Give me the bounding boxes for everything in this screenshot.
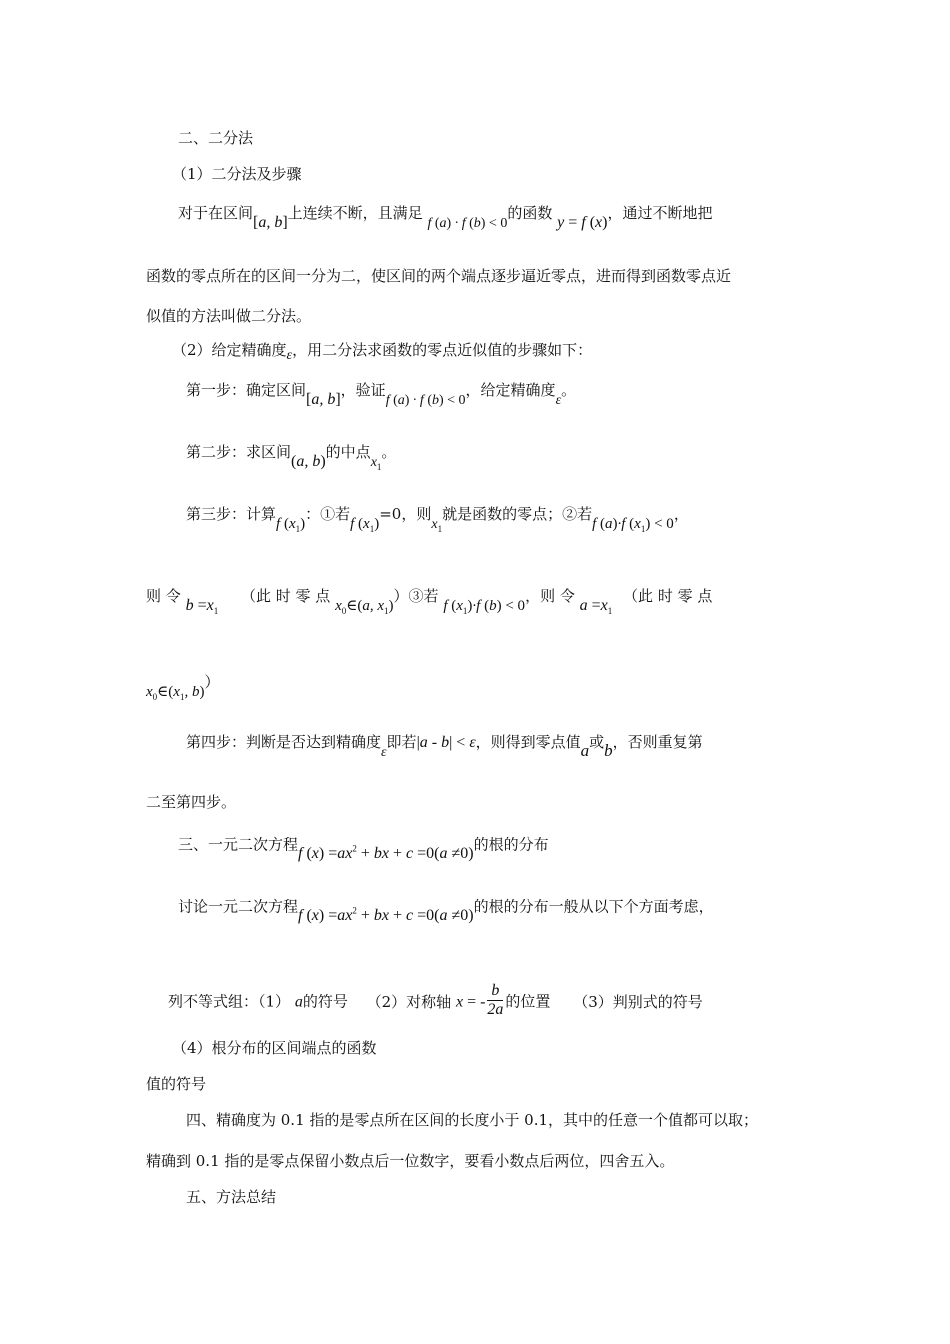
text: ，则 令 xyxy=(525,587,575,605)
formula-abs-a-minus-b-lt-epsilon: |a - b| < ε xyxy=(416,734,476,751)
text: 第一步：确定区间 xyxy=(186,381,307,399)
formula-x1: $x_1$ xyxy=(431,517,443,534)
formula-quadratic: f $(x) =ax^2$ + bx + c =0(a ≠0) xyxy=(298,844,474,863)
symbol-epsilon: ε xyxy=(381,745,387,760)
text: 的根的分布 xyxy=(473,835,549,854)
formula-y-equals-fx: y = f (x) xyxy=(557,214,608,231)
text: ）③若 xyxy=(393,587,439,605)
formula-a-eq-x1: $a =x_1$ xyxy=(579,597,613,617)
symbol-epsilon: ε xyxy=(286,348,293,363)
text: 对于在区间 xyxy=(178,204,254,222)
step-1 xyxy=(186,380,577,408)
text: （此 时 零 点 xyxy=(240,587,331,605)
symbol-a: a xyxy=(580,741,590,760)
section-title-bisection: 二、二分法 xyxy=(178,129,254,147)
paragraph-inequality-conditions xyxy=(168,984,703,1021)
paragraph-endpoint-values: （4）根分布的区间端点的函数 xyxy=(172,1039,377,1057)
formula-f-x1: f $(x_1)$ xyxy=(276,516,306,534)
text: 三、一元二次方程 xyxy=(178,835,299,854)
subheading-bisection-steps: （1）二分法及步骤 xyxy=(172,165,302,183)
text: 的函数 xyxy=(507,204,553,222)
text: 。 xyxy=(561,381,577,399)
paragraph-quadratic-discussion xyxy=(178,892,714,925)
text: ，通过不断地把 xyxy=(607,204,713,222)
text: 或 xyxy=(589,733,605,751)
text: ，用二分法求函数的零点近似值的步骤如下： xyxy=(292,341,593,359)
formula-fa-fb-negative: f (a) · f (b) < 0 xyxy=(427,216,508,231)
formula-interval-ab: [a, b] xyxy=(306,391,341,408)
symbol-b: b xyxy=(604,741,613,760)
section-4-line2: 精确到 0.1 指的是零点保留小数点后一位数字，要看小数点后两位，四舍五入。 xyxy=(146,1152,675,1170)
text: 的中点 xyxy=(325,443,371,461)
formula-f-x1: f $(x_1)$ xyxy=(350,516,380,534)
text: 的位置 xyxy=(505,992,551,1011)
text: 就是函数的零点；②若 xyxy=(442,505,593,523)
symbol-epsilon: ε xyxy=(555,393,562,408)
text: 即若 xyxy=(386,733,417,751)
formula-open-interval-ab: (a, b) xyxy=(291,453,326,470)
section-title-summary: 五、方法总结 xyxy=(186,1188,277,1206)
step-3-line3 xyxy=(146,672,220,702)
text: 的根的分布一般从以下个方面考虑， xyxy=(473,897,714,916)
text: 第三步：计算 xyxy=(186,505,277,523)
text: 则 令 xyxy=(146,587,181,605)
text: ，验证 xyxy=(340,381,386,399)
text: （2）对称轴 xyxy=(366,992,452,1011)
paragraph-definition-line3: 似值的方法叫做二分法。 xyxy=(146,307,312,325)
text: ，则得到零点值 xyxy=(475,733,581,751)
fraction-b-over-2a: $\frac{b}{2a}$ xyxy=(487,982,504,1018)
step-3-line2 xyxy=(146,586,713,617)
text: ， xyxy=(673,505,689,523)
paragraph-endpoint-values-cont: 值的符号 xyxy=(146,1075,207,1093)
text: 讨论一元二次方程 xyxy=(178,897,299,916)
text: （3）判别式的符号 xyxy=(573,992,703,1011)
paragraph-definition-line2: 函数的零点所在的区间一分为二，使区间的两个端点逐步逼近零点，进而得到函数零点近 xyxy=(146,267,732,285)
text: ，否则重复第 xyxy=(612,733,703,751)
step-4 xyxy=(186,732,703,760)
formula-x1: $x_1$ xyxy=(370,455,382,472)
text: ，给定精确度 xyxy=(465,381,556,399)
text: ） xyxy=(204,673,220,691)
formula-x0-in-a-x1: $x_0\in(a$, $x_1$) xyxy=(335,598,394,616)
subheading-precision-steps xyxy=(172,340,592,362)
text: 列不等式组：（1） xyxy=(168,992,291,1011)
text: ：①若 xyxy=(305,505,351,523)
step-4-continued: 二至第四步。 xyxy=(146,793,237,811)
formula-b-eq-x1: $b =x_1$ xyxy=(185,597,219,617)
formula-fa-fx1-negative: f (a)·f $(x_1) < 0$ xyxy=(592,516,674,534)
formula-fa-fb-negative: f (a) · f (b) < 0 xyxy=(385,393,466,408)
formula-axis-of-symmetry: x = - xyxy=(455,993,486,1011)
formula-fx1-fb-negative: f $(x_1)\cdot f$ (b) < 0 xyxy=(443,598,526,616)
step-2 xyxy=(186,442,397,472)
section-title-quadratic-roots xyxy=(178,830,549,863)
section-4-line1: 四、精确度为 0.1 指的是零点所在区间的长度小于 0.1，其中的任意一个值都可以取； xyxy=(186,1111,759,1129)
text: 。 xyxy=(381,443,397,461)
text: （此 时 零 点 xyxy=(623,587,713,605)
text: 上连续不断，且满足 xyxy=(287,204,423,222)
text: （2）给定精确度 xyxy=(172,341,287,359)
text: =0，则 xyxy=(379,505,432,523)
symbol-a: a xyxy=(294,993,303,1011)
formula-quadratic: f $(x) =ax^2$ + bx + c =0(a ≠0) xyxy=(298,906,474,925)
text: 第二步：求区间 xyxy=(186,443,292,461)
text: 第四步：判断是否达到精确度 xyxy=(186,733,382,751)
text: 的符号 xyxy=(302,992,348,1011)
formula-x0-in-x1-b: $x_0\in(x_1$, b) xyxy=(146,684,205,702)
formula-interval-ab: [a, b] xyxy=(253,214,288,231)
paragraph-definition-line1 xyxy=(178,203,713,231)
step-3-line1 xyxy=(186,504,689,534)
